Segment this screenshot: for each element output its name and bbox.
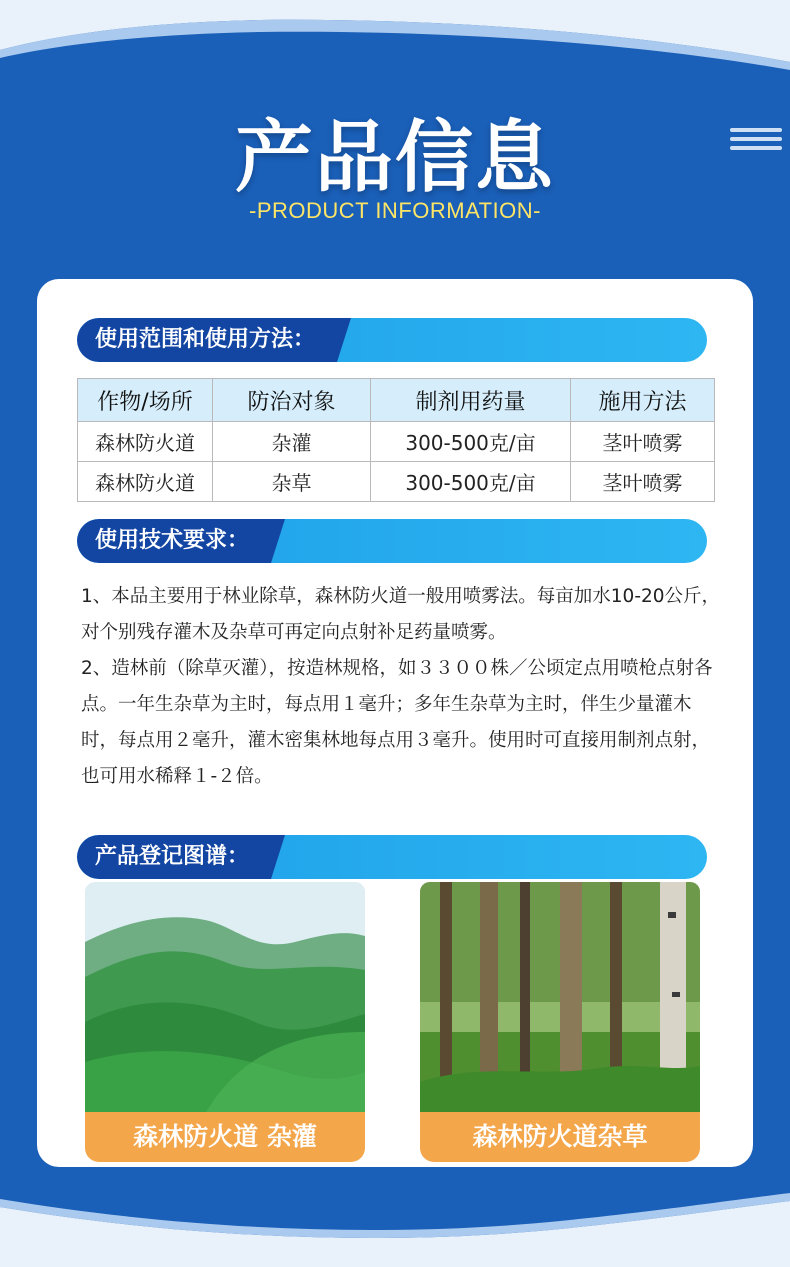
top-wave-decoration bbox=[0, 0, 790, 90]
page-title: 产品信息 bbox=[234, 113, 555, 203]
usage-table bbox=[77, 378, 715, 502]
col-header-crop: 作物/场所 bbox=[78, 379, 213, 422]
cell-target: 杂草 bbox=[213, 462, 371, 502]
requirements-text bbox=[81, 579, 721, 795]
col-header-dosage: 制剂用药量 bbox=[371, 379, 571, 422]
gallery-caption: 森林防火道 杂灌 bbox=[85, 1112, 365, 1162]
gallery-section-header bbox=[77, 835, 707, 879]
requirements-section-header bbox=[77, 519, 707, 563]
requirement-paragraph-1: 1、本品主要用于林业除草，森林防火道一般用喷雾法。每亩加水10-20公斤，对个别残存灌木及杂草可再定向点射补足药量喷雾。 bbox=[81, 586, 721, 643]
gallery-caption: 森林防火道杂草 bbox=[420, 1112, 700, 1162]
cell-target: 杂灌 bbox=[213, 422, 371, 462]
cell-crop: 森林防火道 bbox=[78, 422, 213, 462]
gallery-item-shrub bbox=[85, 882, 365, 1162]
content-card bbox=[37, 279, 753, 1167]
cell-dosage: 300-500克/亩 bbox=[371, 462, 571, 502]
page-subtitle: -PRODUCT INFORMATION- bbox=[249, 198, 541, 223]
col-header-target: 防治对象 bbox=[213, 379, 371, 422]
forest-hills-photo-icon bbox=[85, 882, 365, 1114]
gallery-section-title: 产品登记图谱： bbox=[77, 835, 271, 879]
requirement-paragraph-2: 2、造林前（除草灭灌），按造林规格，如３３００株／公顷定点用喷枪点射各点。一年生杂草为主时，每点用１毫升；多年生杂草为主时，伴生少量灌木时，每点用２毫升，灌木密集林地每点用３毫升。使用时可直接用制剂点射，也可用水稀释１-２倍。 bbox=[81, 658, 713, 787]
bottom-wave-decoration bbox=[0, 1177, 790, 1267]
cell-dosage: 300-500克/亩 bbox=[371, 422, 571, 462]
col-header-method: 施用方法 bbox=[571, 379, 715, 422]
cell-crop: 森林防火道 bbox=[78, 462, 213, 502]
table-header-row bbox=[78, 379, 715, 422]
cell-method: 茎叶喷雾 bbox=[571, 462, 715, 502]
table-row bbox=[78, 422, 715, 462]
usage-section-title: 使用范围和使用方法： bbox=[77, 318, 337, 362]
cell-method: 茎叶喷雾 bbox=[571, 422, 715, 462]
usage-section-header bbox=[77, 318, 707, 362]
requirements-section-title: 使用技术要求： bbox=[77, 519, 271, 563]
gallery-item-weed bbox=[420, 882, 700, 1162]
table-row bbox=[78, 462, 715, 502]
forest-trees-photo-icon bbox=[420, 882, 700, 1114]
